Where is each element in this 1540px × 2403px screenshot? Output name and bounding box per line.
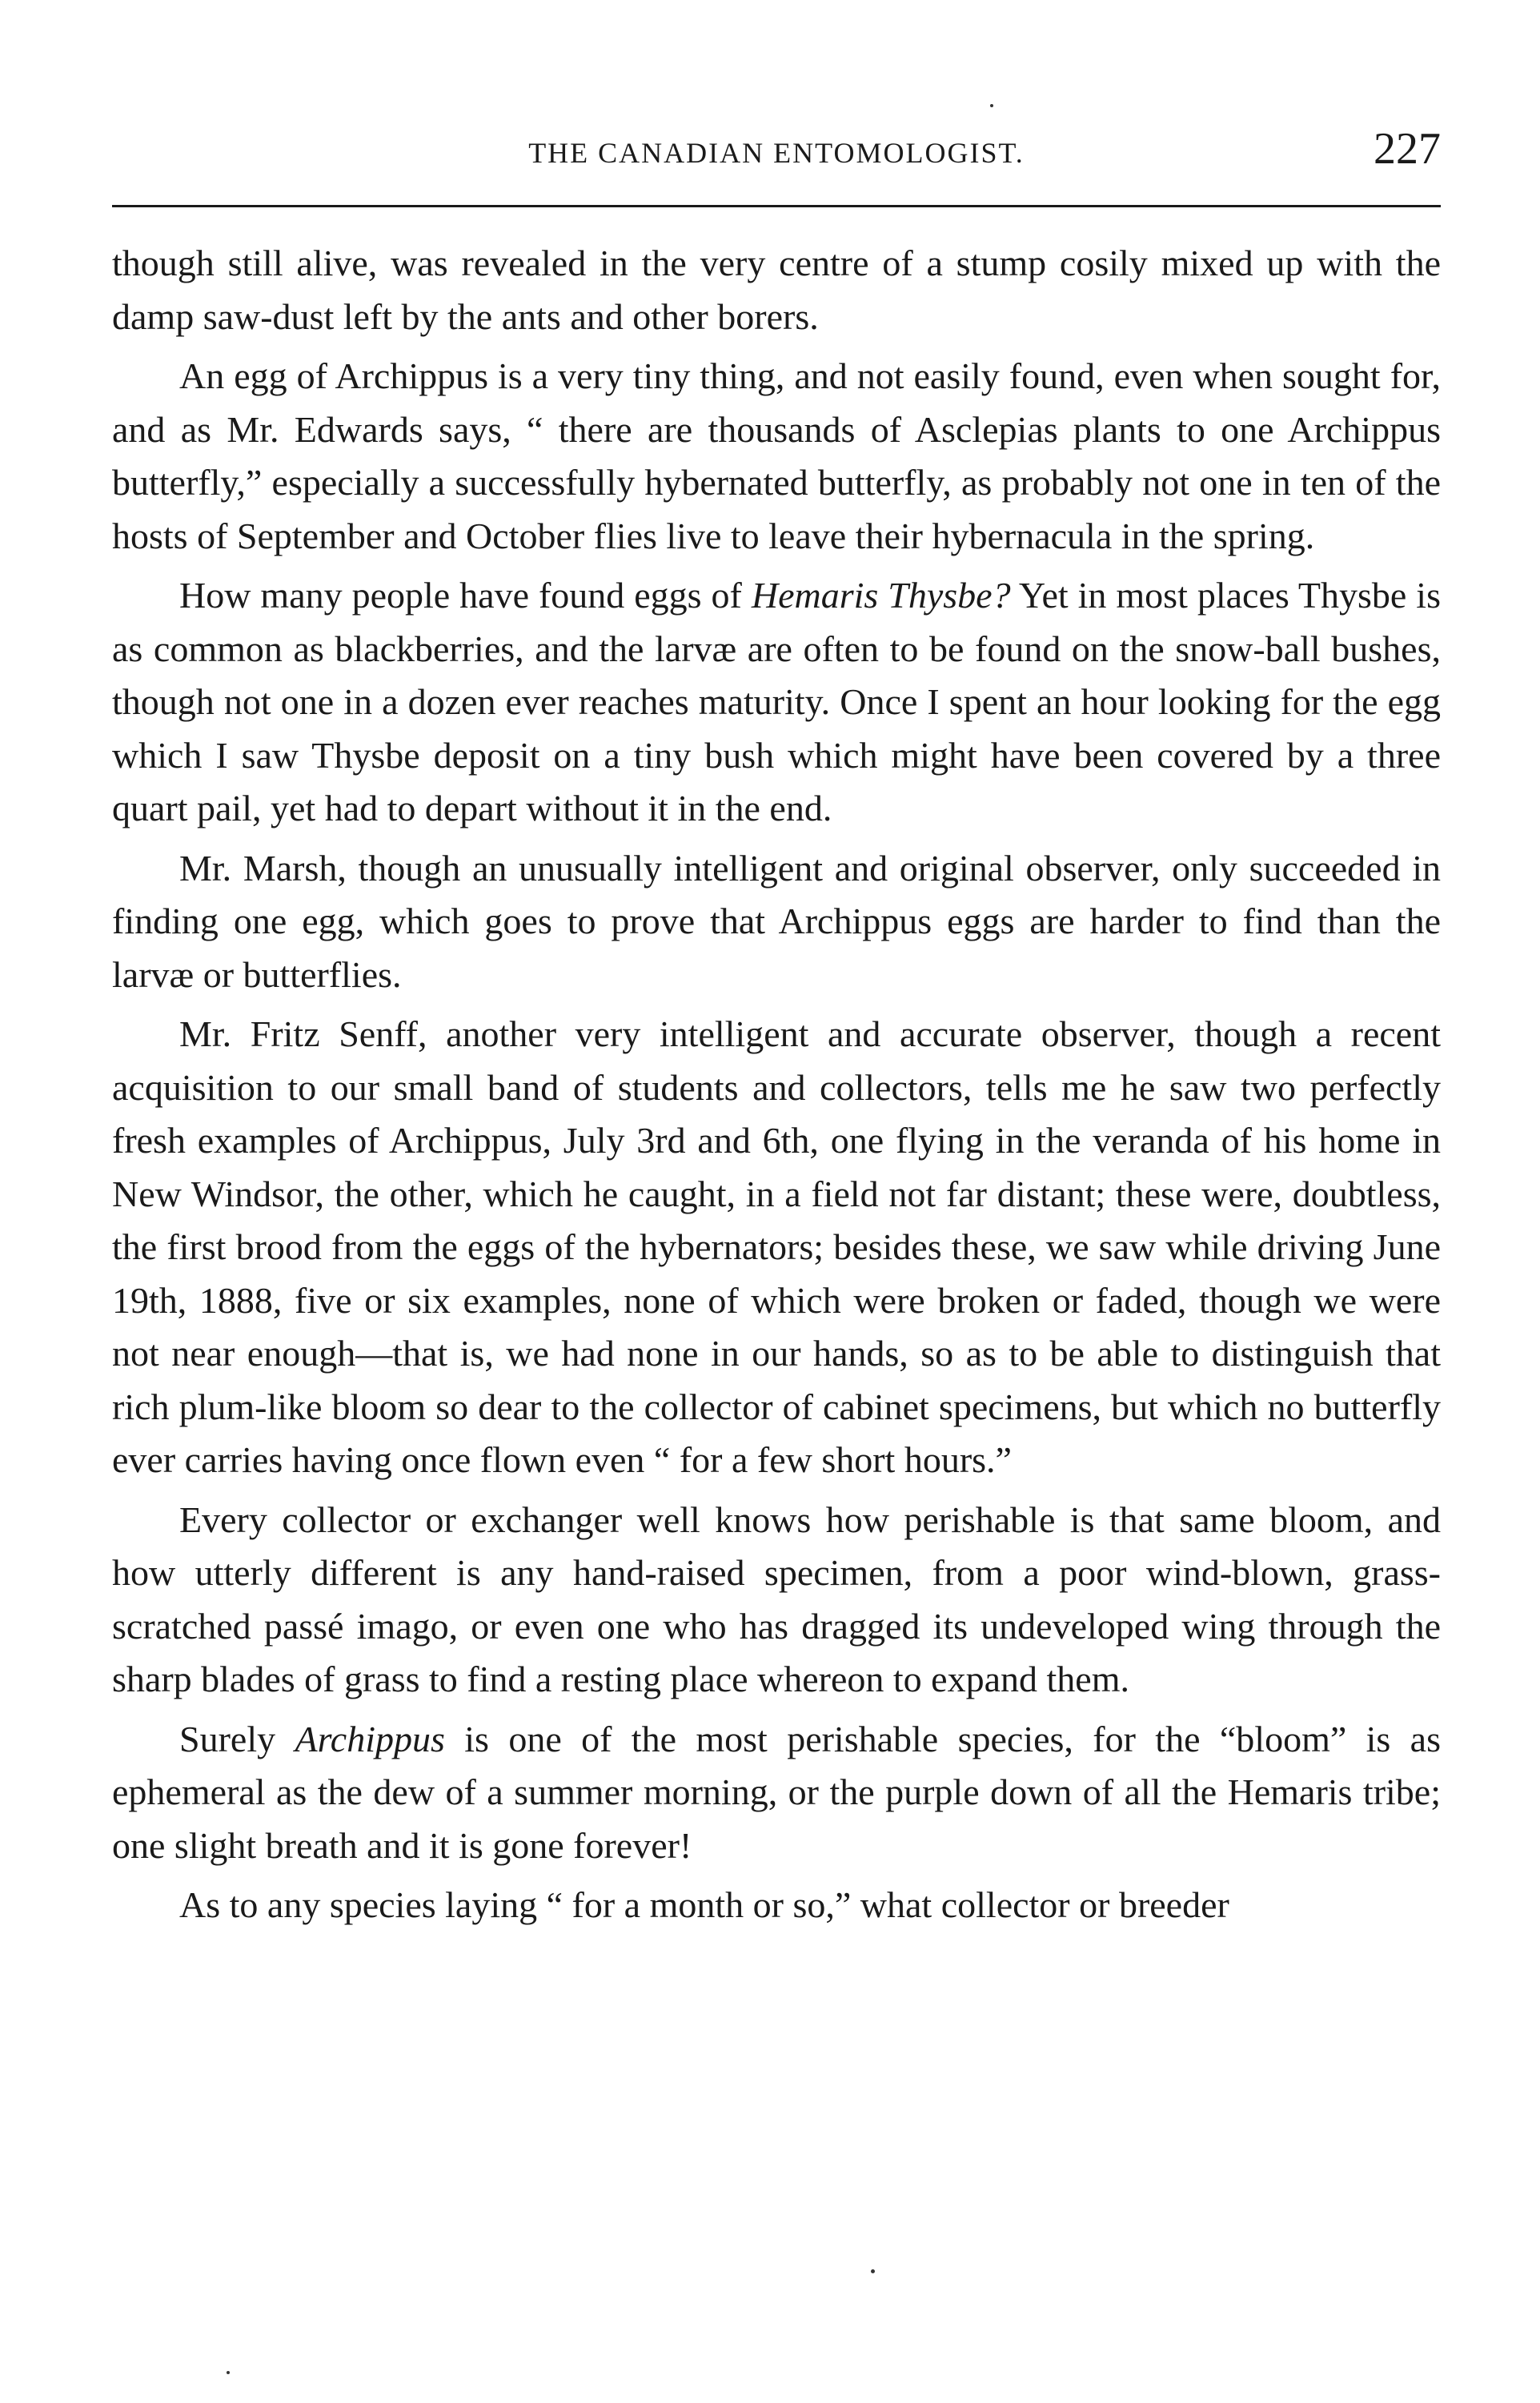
- paragraph: [112, 237, 1441, 343]
- paragraph: [112, 1879, 1441, 1932]
- ink-speck: [990, 104, 993, 107]
- text-run: Yet in most places Thysbe is as common as blackberries, and the larvæ are often to be found on the snow-ball bushes, though not one in a dozen ever reaches maturity. Once I spent an hour looking for the egg which I saw Thysbe deposit on a tiny bush which might have been covered by a three quart pail, yet had to depart without it in the end.: [112, 575, 1441, 828]
- paragraph: [112, 569, 1441, 836]
- italic-text: Hemaris Thysbe?: [751, 575, 1011, 616]
- text-run: Every collector or exchanger well knows how perishable is that same bloom, and how utterly different is any hand-raised specimen, from a poor wind-blown, grass-scratched passé imago, or even one who has dragged its undeveloped wing through the sharp blades of grass to find a resting place whereon to expand them.: [112, 1498, 1441, 1699]
- text-run: Mr. Fritz Senff, another very intelligent and accurate observer, though a recent acquisition to our small band of students and collectors, tells me he saw two perfectly fresh examples of Archippus, July 3rd and 6th, one flying in the veranda of his home in New Windsor, the other, which he caught, in a field not far distant; these were, doubtless, the first brood from the eggs of the hybernators; besides these, we saw while driving June 19th, 1888, five or six examples, none of which were broken or faded, though we were not near enough—that is, we had none in our hands, so as to be able to distinguish that rich plum-like bloom so dear to the collector of cabinet specimens, but which no butterfly ever carries having once flown even “ for a few short hours.”: [112, 1013, 1441, 1480]
- text-run: How many people have found eggs of: [179, 575, 752, 616]
- text-run: Surely: [179, 1718, 295, 1759]
- text-run: is one of the most perishable species, for the “bloom” is as ephemeral as the dew of a summer morning, or the purple down of all the Hemaris tribe; one slight breath and it is gone forever!: [112, 1718, 1442, 1866]
- header-rule: [112, 205, 1441, 207]
- page-header: [112, 120, 1441, 184]
- text-run: Mr. Marsh, though an unusually intelligent and original observer, only succeeded in finding one egg, which goes to prove that Archippus eggs are harder to find than the larvæ or butterflies.: [112, 847, 1441, 995]
- text-run: As to any species laying “ for a month or so,” what collector or breeder: [179, 1884, 1229, 1925]
- paragraph: [112, 1008, 1441, 1487]
- paragraph: [112, 1494, 1441, 1707]
- paragraph: [112, 1713, 1441, 1873]
- text-run: An egg of Archippus is a very tiny thing, and not easily found, even when sought for, and as Mr. Edwards says, “ there are thousands of Asclepias plants to one Archippus butterfly,” especially a successfully hybernated butterfly, as probably not one in ten of the hosts of September and October flies live to leave their hybernacula in the spring.: [112, 355, 1441, 556]
- ink-speck: [871, 2269, 875, 2273]
- paragraph: [112, 350, 1441, 563]
- ink-speck: [227, 2371, 230, 2374]
- running-title: THE CANADIAN ENTOMOLOGIST.: [528, 137, 1025, 169]
- page-number: 227: [1374, 124, 1441, 174]
- italic-text: Archippus: [295, 1718, 445, 1759]
- body-text: [112, 237, 1441, 1939]
- paragraph: [112, 842, 1441, 1002]
- text-run: though still alive, was revealed in the very centre of a stump cosily mixed up with the damp saw-dust left by the ants and other borers.: [112, 243, 1441, 337]
